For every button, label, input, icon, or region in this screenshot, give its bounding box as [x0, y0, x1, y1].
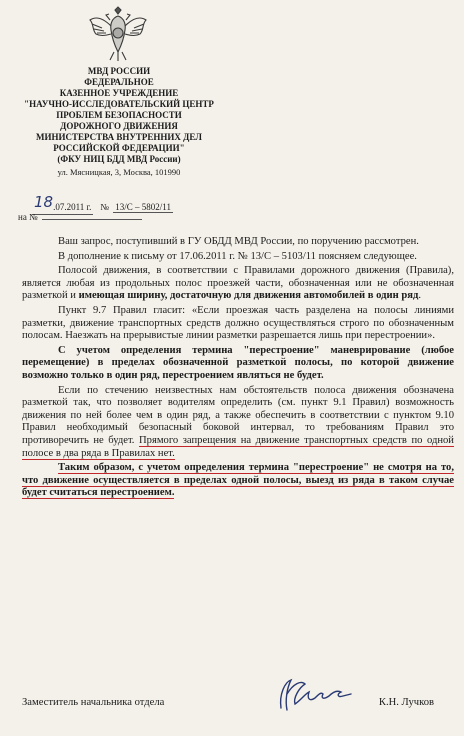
p5-bold: С учетом определения термина "перестроение" маневрирование (любое перемещение) в пределах обозначенной разметкой полосы, по которой движение возможно только в один ряд, перестроением являться не будет. [22, 344, 454, 381]
letterhead-line: "НАУЧНО-ИССЛЕДОВАТЕЛЬСКИЙ ЦЕНТР [24, 99, 214, 109]
p3-text: Полосой движения, в соответствии с Правилами дорожного движения (Правила), является любая из продольных полос проезжей части, обозначенная или не обозначенная разметкой и [22, 265, 454, 302]
on-number-label: на № [18, 212, 38, 222]
letterhead-line: МВД РОССИИ [87, 66, 151, 76]
eagle-emblem-icon [88, 6, 148, 62]
p6-underlined: Прямого запрещения на движение транспортных средств по одной полосе в два ряда в Правилах нет. [22, 434, 454, 459]
date-rest: .07.2011 г. [53, 202, 92, 212]
paragraph-1: Ваш запрос, поступивший в ГУ ОБДД МВД России, по поручению рассмотрен. [58, 236, 419, 247]
letterhead-line: ДОРОЖНОГО ДВИЖЕНИЯ [60, 121, 178, 131]
p6-text: Если по стечению неизвестных нам обстоятельств полоса движения обозначена разметкой так, что позволяет водителям определить (см. пункт 9.1 Правил) возможность движения по ней более чем в один ряд, а также обеспечить в соответствии с пунктом 9.10 Правил необходимый безопасный боковой интервал, то требованиям Правил это противоречить не будет. [22, 384, 454, 446]
p3-end: . [418, 290, 421, 302]
paragraph-6 [22, 385, 454, 461]
handwritten-signature [275, 674, 355, 716]
outgoing-number: 13/С – 5802/11 [115, 202, 171, 212]
letterhead-line: КАЗЕННОЕ УЧРЕЖДЕНИЕ [59, 88, 179, 98]
paragraph-7 [22, 462, 454, 500]
signer-name: К.Н. Лучков [378, 697, 434, 708]
letterhead-address: ул. Мясницкая, 3, Москва, 101990 [57, 167, 181, 177]
p3-bold: имеющая ширину, достаточную для движения автомобилей в один ряд [78, 290, 419, 302]
letter-body [22, 236, 454, 502]
letterhead [8, 66, 230, 178]
paragraph-4: Пункт 9.7 Правил гласит: «Если проезжая часть разделена на полосы линиями разметки, движение транспортных средств должно осуществляться строго по обозначенным полосам. Наезжать на прерывистые линии разметки разрешается лишь при перестроении». [22, 304, 454, 342]
handwritten-day: 18 [34, 193, 54, 211]
reference-blank [42, 219, 142, 220]
signature-block [22, 697, 454, 708]
p7-bold-underlined: Таким образом, с учетом определения термина "перестроение" не смотря на то, что движение осуществляется в пределах одной полосы, выезд из ряда в таком случае будет считаться перестроением. [22, 462, 454, 499]
letterhead-line: ПРОБЛЕМ БЕЗОПАСНОСТИ [56, 110, 182, 120]
paragraph-2: В дополнение к письму от 17.06.2011 г. № 13/С – 5103/11 поясняем следующее. [58, 250, 417, 262]
letterhead-line: ФЕДЕРАЛЬНОЕ [84, 77, 154, 87]
letterhead-line: МИНИСТЕРСТВА ВНУТРЕННИХ ДЕЛ [36, 132, 202, 142]
number-label: № [100, 202, 109, 212]
reference-line [18, 212, 142, 222]
paragraph-3 [22, 265, 454, 303]
paragraph-5 [22, 345, 454, 383]
letterhead-line: (ФКУ НИЦ БДД МВД России) [57, 154, 181, 164]
letterhead-line: РОССИЙСКОЙ ФЕДЕРАЦИИ" [53, 143, 185, 153]
signer-position: Заместитель начальника отдела [22, 697, 165, 708]
